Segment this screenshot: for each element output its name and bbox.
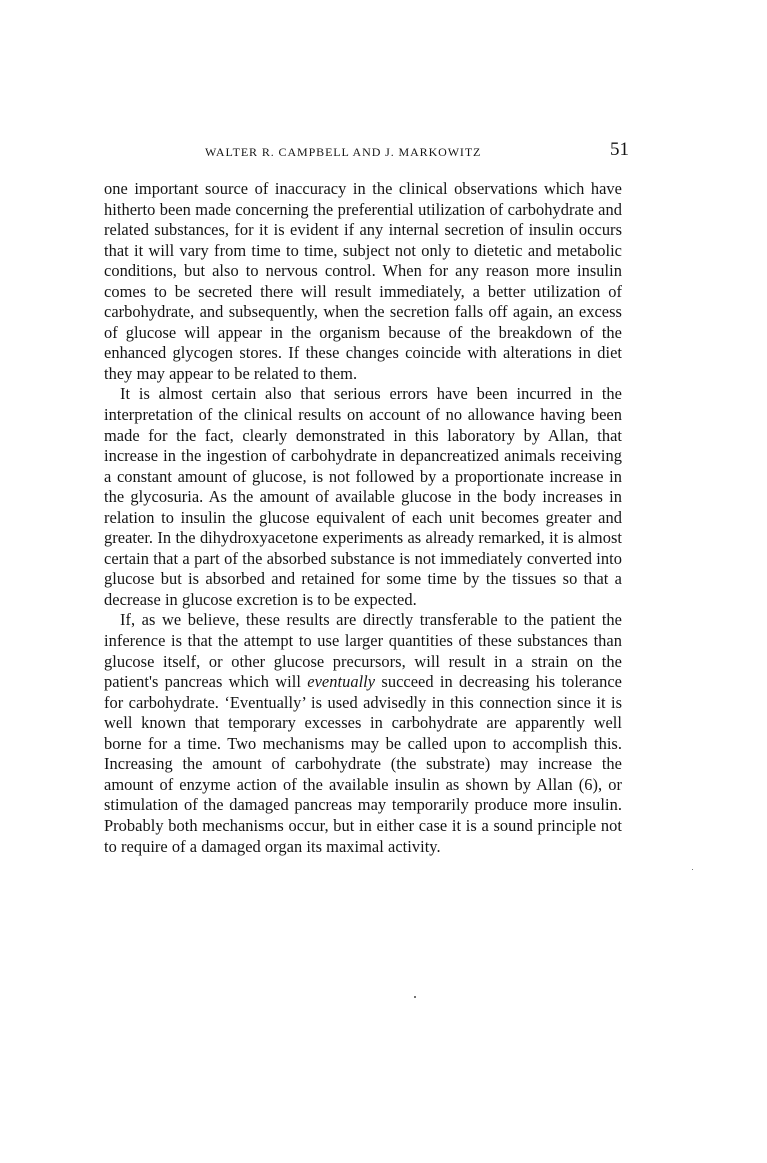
- stray-ink-dot: [414, 996, 416, 998]
- paragraph-inference: [104, 610, 622, 857]
- running-head: [0, 139, 767, 162]
- running-title: WALTER R. CAMPBELL AND J. MARKOWITZ: [205, 145, 482, 159]
- paragraph-2-text: It is almost certain also that serious errors have been incurred in the interpretation of the clinical results on account of no allowance having been made for the fact, clearly demonstrated in this laboratory by Allan, that increase in the ingestion of carbohydrate in depancreatized animals receiving a constant amount of glucose, is not followed by a proportionate increase in the glycosuria. As the amount of available glucose in the body increases in relation to insulin the glucose equivalent of each unit becomes greater and greater. In the dihydroxyacetone experiments as already remarked, it is almost certain that a part of the absorbed substance is not immediately converted into glucose but is absorbed and retained for some time by the tissues so that a decrease in glucose excretion is to be expected.: [104, 384, 622, 609]
- page-number: 51: [610, 139, 629, 160]
- stray-ink-dot: [692, 869, 693, 870]
- emphasized-word: eventually: [307, 672, 376, 692]
- body-text: [104, 179, 622, 857]
- paragraph-3-text-before: If, as we believe, these results are directly transferable to the patient the inference is that the attempt to use larger quantities of these substances than glucose itself, or other glucose precursors, will result in a strain on the patient's pancreas which will: [104, 610, 622, 692]
- paragraph-continuation: [104, 179, 622, 384]
- paragraph-errors: [104, 384, 622, 610]
- paragraph-3-text-after: succeed in decreasing his tolerance for carbohydrate. ‘Eventually’ is used advisedly in this connection since it is well known that temporary excesses in carbohydrate are apparently well borne for a time. Two mechanisms may be called upon to accomplish this. Increasing the amount of carbohydrate (the substrate) may increase the amount of enzyme action of the available insulin as shown by Allan (6), or stimulation of the damaged pancreas may temporarily produce more insulin. Probably both mechanisms occur, but in either case it is a sound principle not to require of a damaged organ its maximal activity.: [104, 672, 622, 856]
- paragraph-1-text: one important source of inaccuracy in the clinical observations which have hitherto been made concerning the preferential utilization of carbohydrate and related substances, for it is evident if any internal secretion of insulin occurs that it will vary from time to time, subject not only to dietetic and metabolic conditions, but also to nervous control. When for any reason more insulin comes to be secreted there will result immediately, a better utilization of carbohydrate, and subsequently, when the secretion falls off again, an excess of glucose will appear in the organism because of the breakdown of the enhanced glycogen stores. If these changes coincide with alterations in diet they may appear to be related to them.: [104, 179, 622, 383]
